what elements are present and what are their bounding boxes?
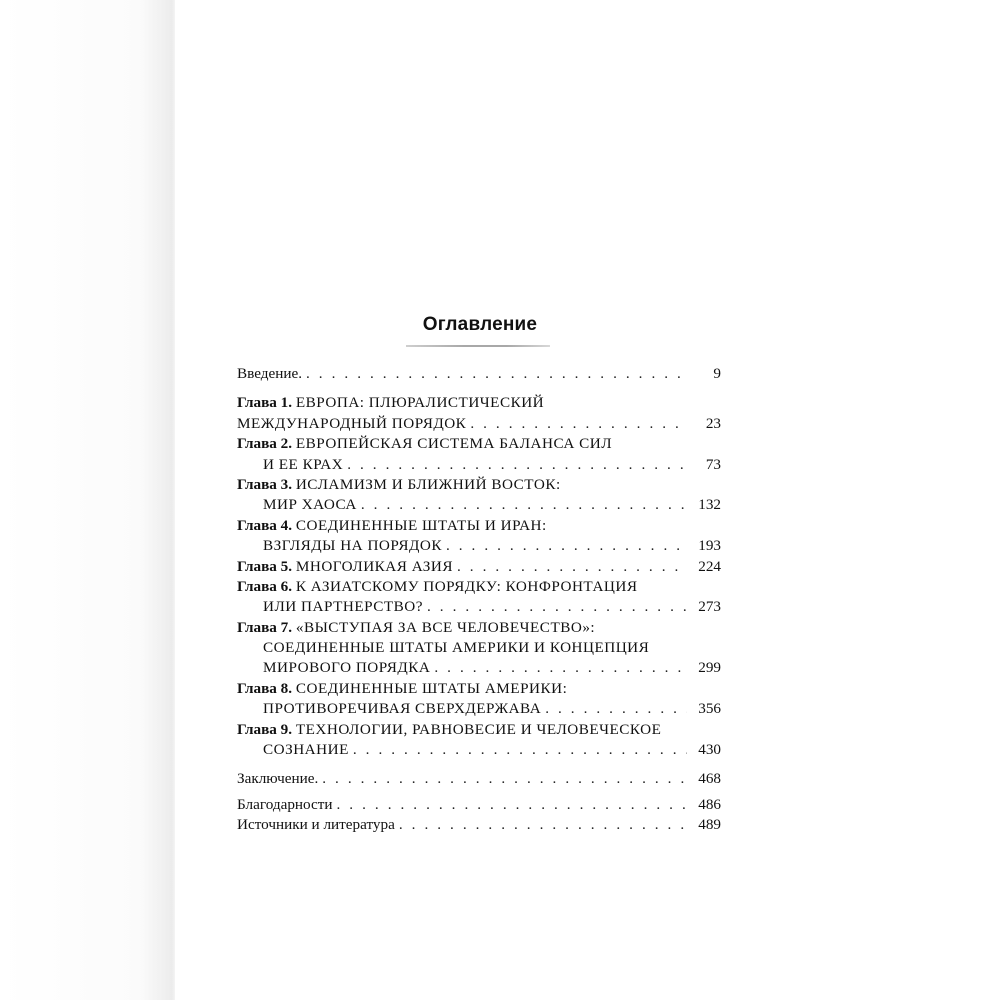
chapter-title-line: ЕВРОПА: ПЛЮРАЛИСТИЧЕСКИЙ [295, 394, 545, 412]
chapter-title-line: ВЗГЛЯДЫ НА ПОРЯДОК [263, 537, 442, 555]
dot-leader [446, 536, 687, 556]
title-underline-divider [406, 345, 550, 347]
toc-entry-label: Благодарности [237, 795, 333, 813]
toc-page-number: 430 [698, 741, 721, 759]
chapter-label: Глава 7. [237, 618, 293, 636]
dot-leader [434, 658, 687, 678]
chapter-title-line: ИЛИ ПАРТНЕРСТВО? [263, 598, 424, 616]
page-title: Оглавление [422, 314, 538, 335]
toc-entry-label: Введение. [237, 365, 303, 382]
chapter-title-line: МИР ХАОСА [263, 496, 357, 514]
chapter-title-line: ЕВРОПЕЙСКАЯ СИСТЕМА БАЛАНСА СИЛ [295, 435, 613, 453]
toc-page-number: 23 [705, 414, 721, 432]
book-gutter-shadow [0, 0, 175, 1000]
toc-page-number: 356 [698, 700, 721, 718]
dot-leader [399, 815, 687, 835]
dot-leader [353, 740, 687, 760]
table-of-contents [237, 364, 721, 836]
chapter-label: Глава 5. [237, 557, 293, 575]
dot-leader [361, 495, 687, 515]
toc-page-number: 73 [705, 455, 721, 473]
dot-leader [545, 699, 687, 719]
toc-page-number: 9 [713, 365, 721, 382]
dot-leader [427, 597, 687, 617]
toc-entry-chapter-3 [237, 475, 721, 516]
toc-page-number: 224 [698, 557, 721, 575]
toc-entry-intro [237, 364, 721, 384]
toc-entry-chapter-1 [237, 393, 721, 434]
dot-leader [457, 557, 687, 577]
toc-entry-acknowledgements [237, 795, 721, 815]
toc-page-number: 273 [698, 598, 721, 616]
toc-page-number: 132 [698, 496, 721, 514]
chapter-label: Глава 9. [237, 720, 293, 738]
chapter-label: Глава 6. [237, 577, 293, 595]
chapter-title-line: К АЗИАТСКОМУ ПОРЯДКУ: КОНФРОНТАЦИЯ [295, 577, 638, 595]
chapter-title-line: И ЕЕ КРАХ [263, 455, 344, 473]
toc-page-number: 489 [698, 816, 721, 834]
toc-entry-chapter-8 [237, 679, 721, 720]
dot-leader [322, 769, 687, 789]
toc-entry-label: Источники и литература [237, 816, 395, 834]
chapter-title-line: ПРОТИВОРЕЧИВАЯ СВЕРХДЕРЖАВА [263, 700, 542, 718]
toc-page-number: 299 [698, 659, 721, 677]
toc-page-number: 486 [698, 795, 721, 813]
toc-entry-sources [237, 815, 721, 835]
chapter-title-line: ИСЛАМИЗМ И БЛИЖНИЙ ВОСТОК: [295, 475, 561, 493]
dot-leader [347, 455, 687, 475]
dot-leader [306, 364, 687, 384]
chapter-title-line: СОЕДИНЕННЫЕ ШТАТЫ АМЕРИКИ: [295, 679, 568, 697]
chapter-title-line: СОЕДИНЕННЫЕ ШТАТЫ АМЕРИКИ И КОНЦЕПЦИЯ [263, 639, 650, 657]
dot-leader [337, 795, 687, 815]
chapter-title-line: МНОГОЛИКАЯ АЗИЯ [295, 557, 453, 575]
chapter-label: Глава 1. [237, 394, 293, 412]
chapter-label: Глава 8. [237, 679, 293, 697]
toc-entry-chapter-6 [237, 577, 721, 618]
dot-leader [470, 414, 687, 434]
toc-entry-conclusion [237, 769, 721, 789]
chapter-title-line: СОЕДИНЕННЫЕ ШТАТЫ И ИРАН: [295, 516, 547, 534]
toc-entry-chapter-4 [237, 516, 721, 557]
toc-page-number: 468 [698, 770, 721, 788]
toc-entry-chapter-5 [237, 557, 721, 577]
toc-entry-chapter-2 [237, 434, 721, 475]
chapter-title-line: СОЗНАНИЕ [263, 741, 349, 759]
toc-entry-label: Заключение. [237, 770, 319, 788]
chapter-title-line: ТЕХНОЛОГИИ, РАВНОВЕСИЕ И ЧЕЛОВЕЧЕСКОЕ [295, 720, 662, 738]
toc-entry-chapter-7 [237, 618, 721, 679]
chapter-label: Глава 3. [237, 475, 293, 493]
chapter-title-line: МЕЖДУНАРОДНЫЙ ПОРЯДОК [237, 414, 467, 432]
toc-entry-chapter-9 [237, 720, 721, 761]
chapter-title-line: «ВЫСТУПАЯ ЗА ВСЕ ЧЕЛОВЕЧЕСТВО»: [295, 618, 596, 636]
chapter-label: Глава 4. [237, 516, 293, 534]
chapter-title-line: МИРОВОГО ПОРЯДКА [263, 659, 431, 677]
chapter-label: Глава 2. [237, 435, 293, 453]
toc-page-number: 193 [698, 537, 721, 555]
